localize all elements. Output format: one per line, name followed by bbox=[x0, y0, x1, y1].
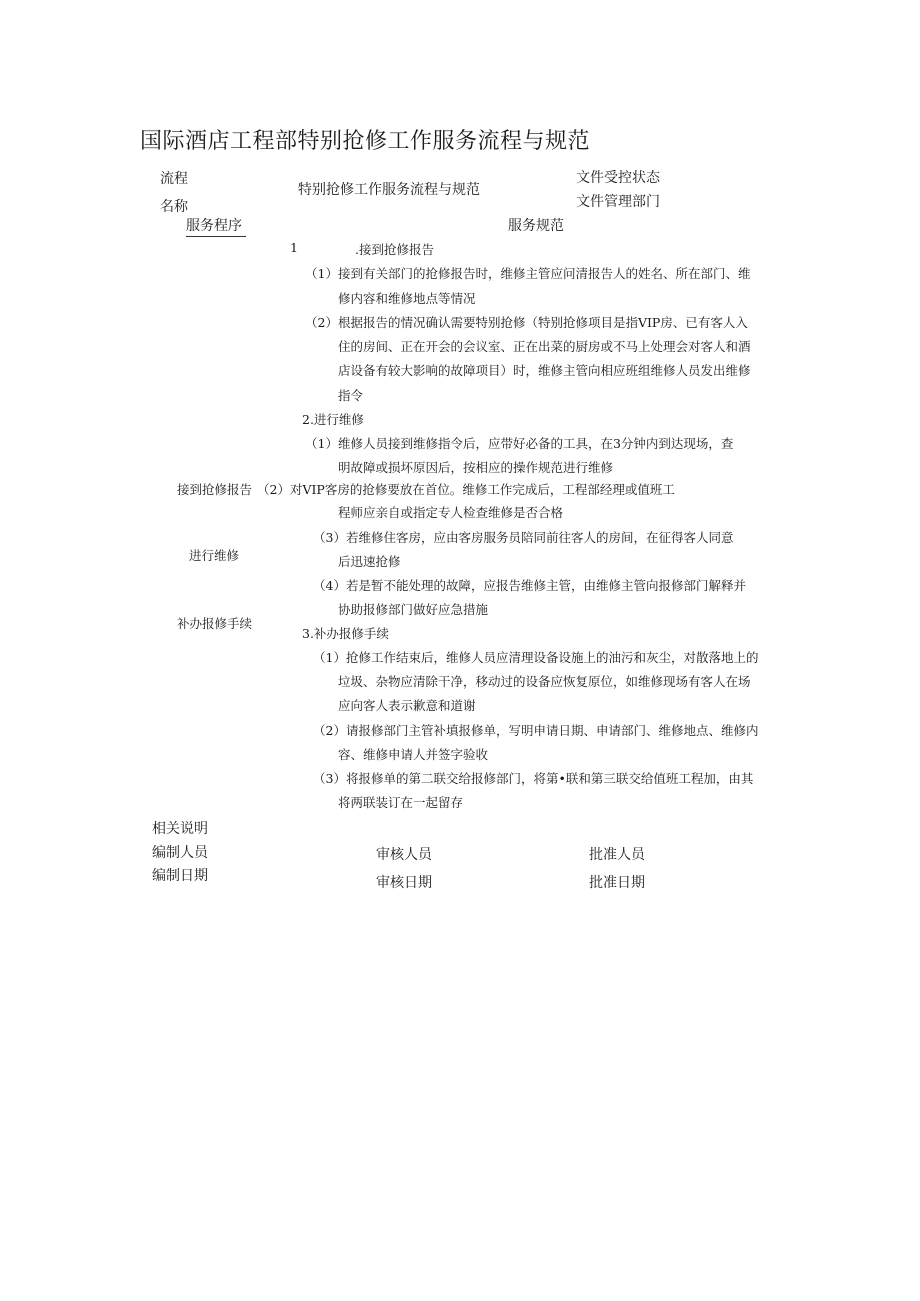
section-3-title: 3.补办报修手续 bbox=[302, 626, 389, 641]
process-name: 特别抢修工作服务流程与规范 bbox=[298, 182, 480, 198]
process-label-2: 名称 bbox=[160, 199, 188, 215]
review-date-label: 审核日期 bbox=[376, 875, 432, 891]
s3-item-2-line-a: （2）请报修部门主管补填报修单，写明申请日期、申请部门、维修地点、维修内 bbox=[313, 723, 759, 738]
s2-item-4-line-a: （4）若是暂不能处理的故障，应报告维修主管，由维修主管向报修部门解释并 bbox=[313, 578, 746, 593]
reviewer-label: 审核人员 bbox=[376, 847, 432, 863]
edit-date-label: 编制日期 bbox=[152, 868, 208, 884]
procedure-step-3: 补办报修手续 bbox=[177, 616, 253, 631]
s3-item-3-line-b: 将两联装订在一起留存 bbox=[338, 795, 464, 810]
s1-item-2-line-c: 店设备有较大影响的故障项目）时，维修主管向相应班组维修人员发出维修 bbox=[338, 363, 751, 378]
s2-item-3-line-a: （3）若维修住客房，应由客房服务员陪同前往客人的房间，在征得客人同意 bbox=[313, 530, 734, 545]
approve-date-label: 批准日期 bbox=[589, 875, 645, 891]
approver-label: 批准人员 bbox=[589, 847, 645, 863]
s2-item-2-line-b: 程师应亲自或指定专人检查维修是否合格 bbox=[338, 505, 564, 520]
s1-item-2-line-a: （2）根据报告的情况确认需要特别抢修（特别抢修项目是指VIP房、已有客人入 bbox=[305, 315, 748, 330]
process-label-1: 流程 bbox=[160, 171, 188, 187]
service-procedure-header: 服务程序 bbox=[186, 215, 246, 237]
s2-item-1-line-b: 明故障或损坏原因后，按相应的操作规范进行维修 bbox=[338, 460, 614, 475]
s1-item-2-line-d: 指令 bbox=[338, 388, 364, 403]
s1-item-1-line-a: （1）接到有关部门的抢修报告时，维修主管应问清报告人的姓名、所在部门、维 bbox=[305, 266, 751, 281]
s3-item-1-line-b: 垃圾、杂物应清除干净，移动过的设备应恢复原位，如维修现场有客人在场 bbox=[338, 674, 751, 689]
procedure-step-2: 进行维修 bbox=[189, 548, 240, 563]
editor-label: 编制人员 bbox=[152, 845, 208, 861]
section-1-title: .接到抢修报告 bbox=[355, 242, 434, 257]
s3-item-1-line-c: 应向客人表示歉意和道谢 bbox=[338, 698, 476, 713]
s2-item-4-line-b: 协助报修部门做好应急措施 bbox=[338, 602, 489, 617]
s2-item-3-line-b: 后迅速抢修 bbox=[338, 554, 401, 569]
s3-item-1-line-a: （1）抢修工作结束后，维修人员应清理设备设施上的油污和灰尘，对散落地上的 bbox=[313, 650, 759, 665]
s3-item-2-line-b: 容、维修申请人并签字验收 bbox=[338, 747, 489, 762]
section-1-number: 1 bbox=[290, 240, 298, 255]
doc-control-status: 文件受控状态 bbox=[576, 170, 660, 186]
notes-label: 相关说明 bbox=[152, 821, 208, 837]
service-standard-header: 服务规范 bbox=[508, 218, 564, 234]
s1-item-1-line-b: 修内容和维修地点等情况 bbox=[338, 291, 476, 306]
s2-item-1-line-a: （1）维修人员接到维修指令后，应带好必备的工具，在3分钟内到达现场，查 bbox=[305, 436, 734, 451]
s1-item-2-line-b: 住的房间、正在开会的会议室、正在出菜的厨房或不马上处理会对客人和酒 bbox=[338, 339, 751, 354]
s3-item-3-line-a: （3）将报修单的第二联交给报修部门，将第•联和第三联交给值班工程加，由其 bbox=[313, 771, 754, 786]
page-title: 国际酒店工程部特别抢修工作服务流程与规范 bbox=[140, 129, 591, 154]
doc-management-dept: 文件管理部门 bbox=[576, 194, 660, 210]
s2-item-2-line-a: （2）对VIP客房的抢修要放在首位。维修工作完成后，工程部经理或值班工 bbox=[257, 482, 675, 497]
procedure-step-1: 接到抢修报告 bbox=[177, 482, 253, 497]
section-2-title: 2.进行维修 bbox=[302, 412, 364, 427]
